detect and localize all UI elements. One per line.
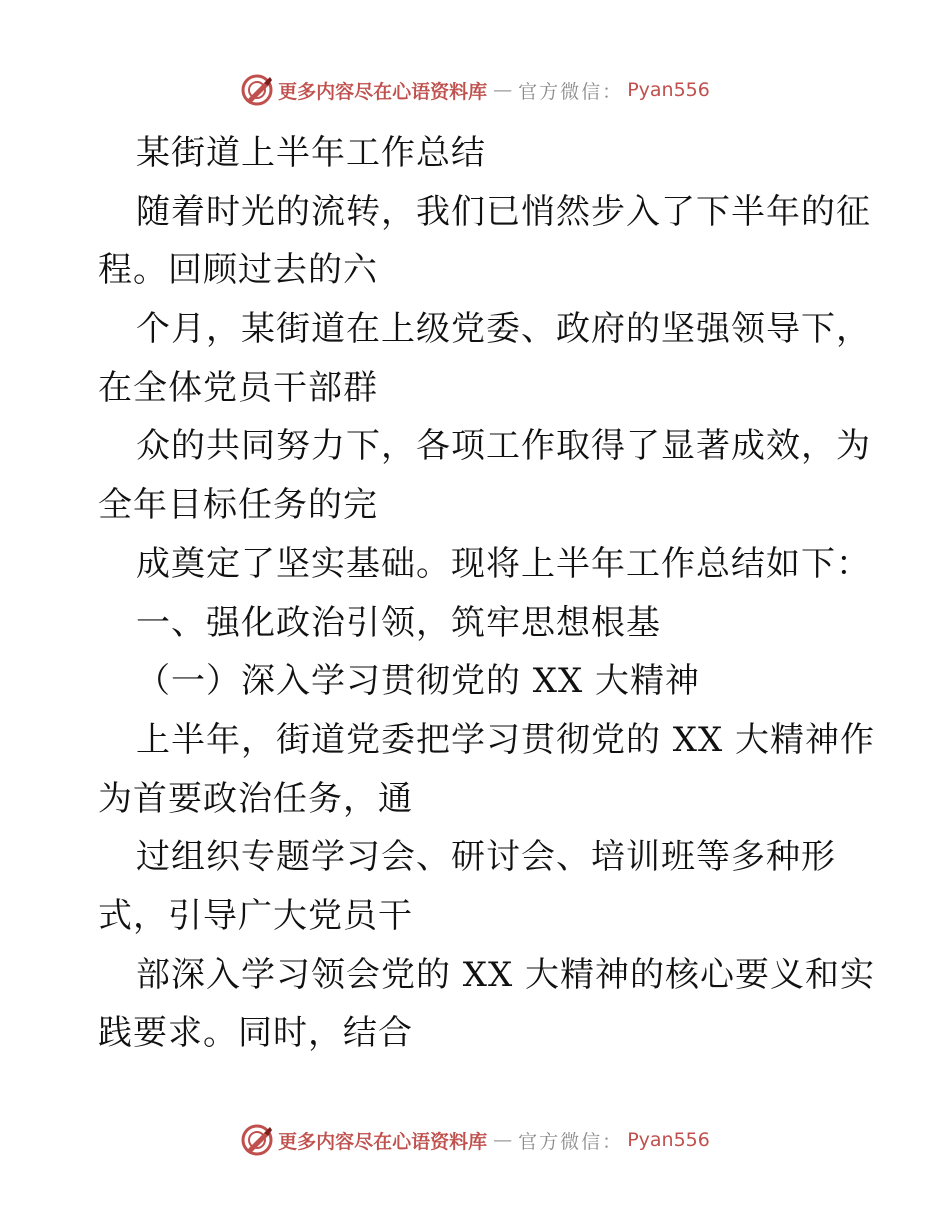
paragraph-line: 全年目标任务的完: [98, 485, 378, 526]
banner-separator: —: [493, 79, 513, 101]
section-heading: 一、强化政治引领，筑牢思想根基: [136, 602, 661, 643]
banner-wechat-id: Pyan556: [627, 79, 710, 101]
banner-title: 更多内容尽在心语资料库: [278, 80, 488, 103]
paragraph-line: 为首要政治任务，通: [98, 778, 413, 819]
paragraph-line: 个月，某街道在上级党委、政府的坚强领导下，: [136, 309, 871, 350]
footer-banner: [0, 1120, 950, 1160]
banner-title: 更多内容尽在心语资料库: [278, 1130, 488, 1153]
paragraph-line: 上半年，街道党委把学习贯彻党的 XX 大精神作: [136, 719, 876, 760]
paragraph-line: 众的共同努力下，各项工作取得了显著成效，为: [136, 426, 871, 467]
banner-wechat-id: Pyan556: [627, 1129, 710, 1151]
document-title: 某街道上半年工作总结: [136, 133, 486, 173]
banner-separator: —: [493, 1129, 513, 1151]
paragraph-line: 成奠定了坚实基础。现将上半年工作总结如下：: [136, 543, 871, 584]
document-body: [98, 124, 876, 1063]
paragraph-line: 践要求。同时，结合: [98, 1013, 413, 1054]
paragraph-line: 随着时光的流转，我们已悄然步入了下半年的征: [136, 191, 871, 232]
pen-circle-logo-icon: [240, 73, 274, 107]
paragraph-line: 式，引导广大党员干: [98, 895, 413, 936]
banner-label: 官方微信：: [518, 80, 624, 103]
header-banner: [0, 70, 950, 110]
paragraph-line: 在全体党员干部群: [98, 367, 378, 408]
paragraph-line: 过组织专题学习会、研讨会、培训班等多种形: [136, 837, 836, 878]
banner-label: 官方微信：: [518, 1130, 624, 1153]
pen-circle-logo-icon: [240, 1123, 274, 1157]
paragraph-line: 部深入学习领会党的 XX 大精神的核心要义和实: [136, 954, 876, 995]
paragraph-line: 程。回顾过去的六: [98, 250, 378, 291]
subsection-heading: （一）深入学习贯彻党的 XX 大精神: [136, 661, 701, 702]
